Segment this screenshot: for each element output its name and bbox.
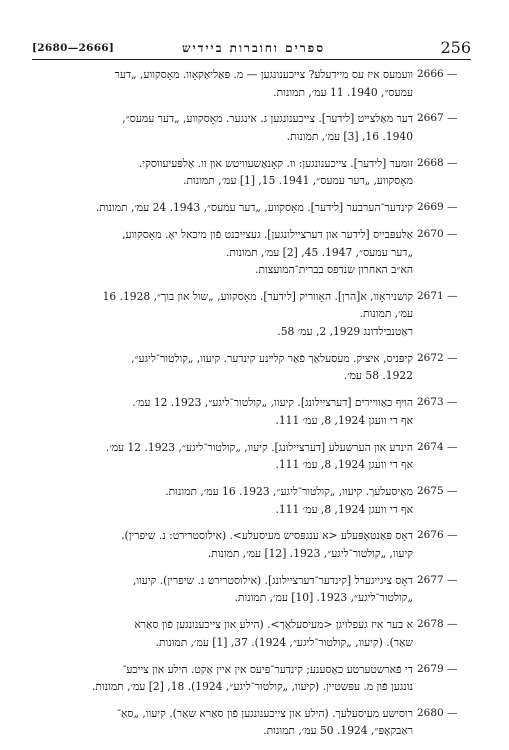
entry-number: 2674 — [417, 440, 458, 453]
bibliography-entry [32, 661, 471, 696]
entry-line: שאַר). (קיעוו, „קולטור־ליגע״, 1924). 37, [1] עמ׳, תמונות. [155, 635, 413, 649]
entry-line: „קולטור־ליגע״, 1923. [10] עמ׳, תמונות. [234, 591, 413, 605]
bibliography-entry [32, 288, 471, 341]
entry-line: אַלעפּבייס [לידער און דערציילונגען]. געצייכנט פֿון מיכאל יאָ. מאָסקווע, [122, 228, 413, 242]
entry-line: עמעס״, 1940. 11 עמ׳, תמונות. [273, 85, 413, 99]
entry-line: דאָס פּאַנטאָפּעלע <א ענגפּסיש מעיסעלע>. (אילוסטרירט: נ. שיפרין). [121, 529, 413, 543]
entry-number: 2676 — [417, 529, 458, 542]
bibliography-entry [32, 439, 471, 474]
entry-number: 2679 — [417, 662, 458, 675]
entry-line: דער מאַלצייט [לידער]. צייכענונגען ג. אינגער. מאָסקווע, „דער עמעס״, [122, 112, 413, 126]
entry-line: קושניראָוו, א[הרן]. האָווריק [לידער]. מאָסקווע, „שול און בוך״, 1928. 16 [102, 289, 413, 303]
entry-line: קינדער־הערבער [לידער]. מאָסקווע, „דער עמעס״, 1943. 24 עמ׳, תמונות. [95, 201, 413, 215]
bibliography-entry [32, 199, 471, 217]
entry-line: מאַיסעלעך. קיעוו, „קולטור־ליגע״, 1923. 16 עמ׳, תמונות. [165, 485, 413, 499]
entry-number: 2673 — [417, 396, 458, 409]
entry-line: „דער עמעס״, 1947. 45, [2] עמ׳, תמונות. [225, 245, 413, 259]
page-number: 256 [440, 38, 471, 57]
entry-number: 2668 — [417, 156, 458, 169]
bibliography-entry [32, 226, 471, 279]
entry-line: א בער איז געפלויגן <מעיסעלאַך>. (הילע און צייכענונגען פֿון סאַרא [134, 618, 413, 632]
bibliography-entry [32, 394, 471, 429]
entry-number: 2677 — [417, 573, 458, 586]
entry-number: 2669 — [417, 201, 458, 214]
running-title: ספרים וחוברות ביידיש [182, 41, 326, 55]
entry-number: 2667 — [417, 112, 458, 125]
entry-number: 2670 — [417, 228, 458, 241]
bibliography-entry [32, 705, 471, 740]
entry-line: נונגען פֿון מ. עפּשטיין. (קיעוו, „קולטור־ליגע״, 1924). 18, [2] עמ׳, תמונות. [91, 680, 413, 694]
bibliography-entry [32, 155, 471, 190]
entry-number: 2678 — [417, 618, 458, 631]
entry-line: ראַבקאָפּ״, 1924. 50 עמ׳, תמונות. [263, 724, 413, 738]
bibliography-entry [32, 483, 471, 518]
entry-number: 2680 — [417, 706, 458, 719]
entry-line: די פֿארשטערטע כאַסענע; קינדער־פּיעס אין איין אַקט. הילע און צייכע־ [122, 662, 413, 676]
entry-line: הויף כאַוויירים [דערציילונג]. קיעוו, „קולטור־ליגע״, 1923. 12 עמ׳. [132, 396, 413, 410]
entry-line: קיפּניס, איציק. מעסעלאַך פֿאַר קלײנע קינדער. קיעוו, „קולטור־ליגע״, [131, 351, 413, 365]
entry-line: 1922. 58 עמ׳. [343, 369, 413, 383]
entry-line: ראַטנבילדונג 1929, 2, עמ׳ 58. [277, 324, 413, 338]
bibliography-entry [32, 527, 471, 562]
entry-line: הינדע און הערשעלע [דערציילונג]. קיעוו, „קולטור־ליגע״, 1923. 12 עמ׳. [105, 440, 413, 454]
entry-line: רוסישע מעיסעלעך. (הילע און צייכענונגען פֿון סאַרא שאַר). קיעוו, „סאַ־ [116, 706, 413, 720]
entry-line: זומער [לידער]. צייכענונגען: וו. קאָנאַשעוויטש און וו. אַלפּעיעווסקי. [138, 156, 413, 170]
entry-line: אף די וועגן 1924, 8, עמ׳ 111. [275, 458, 413, 472]
entry-number: 2672 — [417, 351, 458, 364]
bibliography-entry [32, 66, 471, 101]
bibliography-entries [32, 66, 471, 749]
entry-line: אף די וועגן 1924, 8, עמ׳ 111. [275, 502, 413, 516]
running-head [32, 36, 471, 58]
bibliography-entry [32, 572, 471, 607]
entry-line: דאָס ציגייגערל [קינדער־דערציילונג]. (אילוסטרירט נ. שיפרין). קיעוו, [132, 573, 413, 587]
entry-line: עמ׳, תמונות. [359, 307, 413, 321]
entry-line: הא״ב האחרון שנדפס בברית־המועצות. [255, 263, 413, 277]
entry-number: 2671 — [417, 289, 458, 302]
entry-range: [2680—2666] [32, 42, 115, 54]
bibliography-entry [32, 110, 471, 145]
entry-number: 2675 — [417, 485, 458, 498]
header-rule [32, 59, 471, 60]
bibliography-entry [32, 350, 471, 385]
entry-line: קיעוו, „קולטור־ליגע״, 1923. [12] עמ׳, תמונות. [207, 546, 413, 560]
entry-line: אף די וועגן 1924, 8, עמ׳ 111. [275, 413, 413, 427]
entry-line: וועמעס איז עס מיידעלע? צייכענונגען — מ. פּאַליאַקאָוו. מאָסקווע, „דער [114, 68, 413, 81]
entry-line: 1940. 16, [3] עמ׳, תמונות. [286, 129, 413, 143]
entry-number: 2666 — [417, 68, 458, 80]
entry-line: מאָסקווע, „דער עמעס״, 1941. 15, [1] עמ׳, תמונות. [183, 174, 413, 188]
bibliography-entry [32, 616, 471, 651]
